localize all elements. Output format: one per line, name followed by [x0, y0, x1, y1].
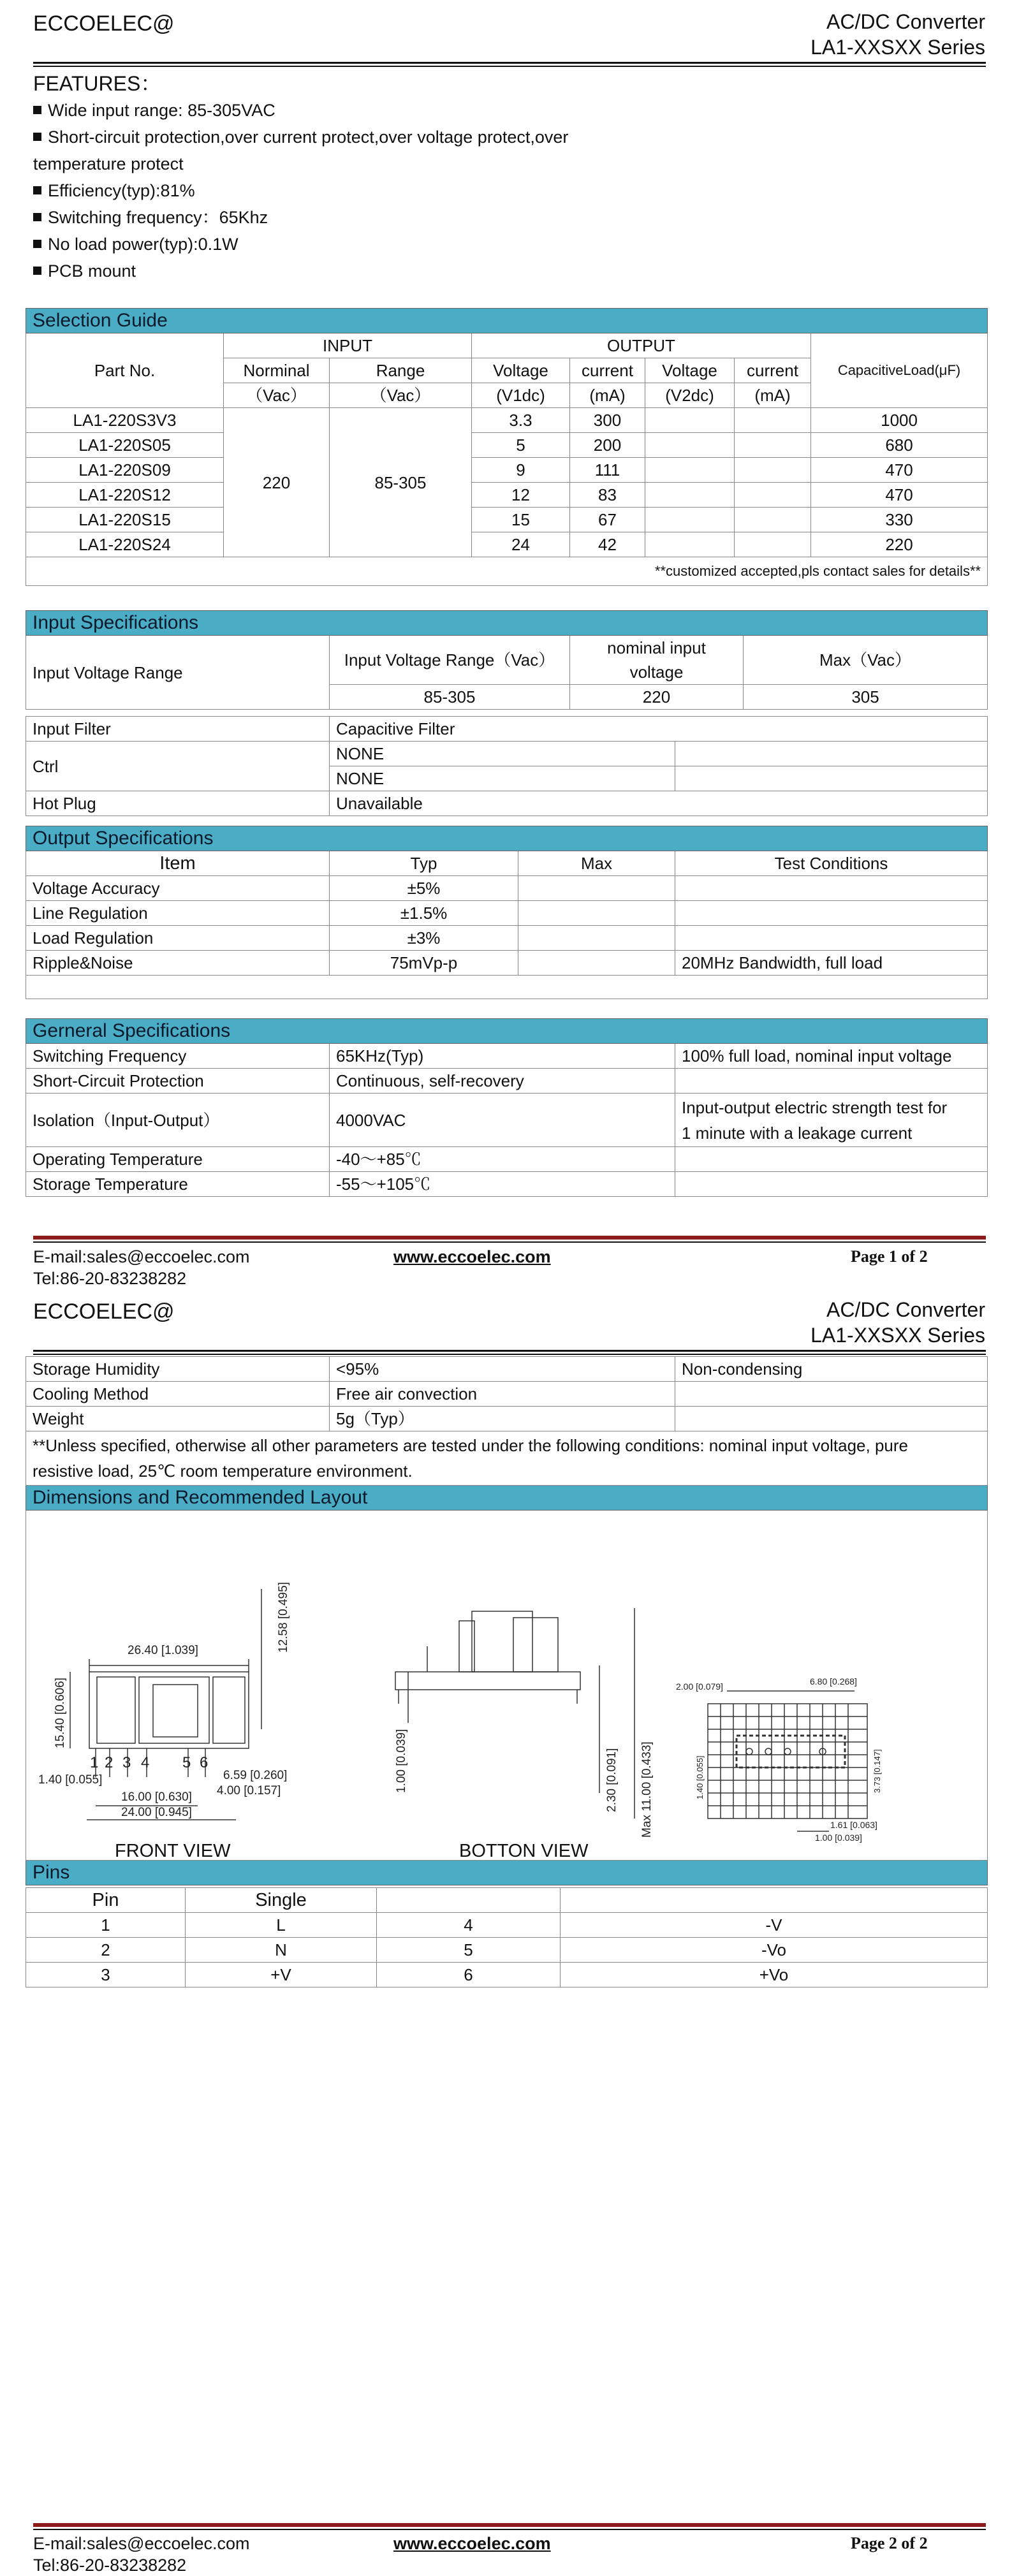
features-block: [33, 68, 671, 284]
footer-tel: Tel:86-20-83238282: [33, 1269, 187, 1288]
bullet-icon: [33, 267, 41, 275]
spec-value: [518, 901, 675, 926]
cap-load: 220: [811, 532, 988, 557]
table-row: [26, 926, 988, 951]
spec-value: 65KHz(Typ): [330, 1044, 675, 1069]
spec-value: 100% full load, nominal input voltage: [675, 1044, 988, 1069]
doc-title-block: [810, 9, 985, 60]
col-header-unit: (mA): [570, 383, 645, 408]
dim-label: 16.00 [0.630]: [121, 1790, 192, 1804]
current: 83: [570, 483, 645, 508]
table-row: [26, 508, 988, 532]
spec-value: 85-305: [330, 685, 570, 710]
header-rule: [33, 62, 986, 67]
page-number: Page 1 of 2: [851, 1247, 928, 1266]
spec-label: Load Regulation: [26, 926, 330, 951]
doc-series: LA1-XXSXX Series: [810, 36, 985, 59]
brand-name: ECCOELEC@: [33, 11, 175, 36]
dim-label: 1.00 [0.039]: [395, 1729, 408, 1793]
spec-value: [675, 876, 988, 901]
cap-load: 470: [811, 458, 988, 483]
output-spec-table: [26, 826, 988, 999]
spec-label: Short-Circuit Protection: [26, 1069, 330, 1094]
current: 111: [570, 458, 645, 483]
bullet-icon: [33, 186, 41, 194]
doc-title: AC/DC Converter: [826, 10, 985, 33]
spec-value: ±1.5%: [330, 901, 518, 926]
dim-label: 1.61 [0.063]: [830, 1820, 877, 1830]
spec-value: [518, 951, 675, 976]
spec-value: 75mVp-p: [330, 951, 518, 976]
footer-rule: [33, 2523, 986, 2530]
spec-value: 305: [744, 685, 988, 710]
footer-rule: [33, 1236, 986, 1243]
dim-label: 1.40 [0.055]: [695, 1755, 705, 1799]
col-header-unit: (V2dc): [645, 383, 735, 408]
section-header: Output Specifications: [26, 826, 988, 851]
table-row: [26, 532, 988, 557]
spec-value: -55～+105℃: [330, 1172, 675, 1197]
spec-label: Weight: [26, 1407, 330, 1431]
table-row: 2 N 5 -Vo: [26, 1938, 988, 1963]
col-header-c1: current: [570, 358, 645, 383]
footer-website-link[interactable]: www.eccoelec.com: [393, 2534, 551, 2553]
brand-name: ECCOELEC@: [33, 1299, 175, 1324]
current: 67: [570, 508, 645, 532]
spec-value: <95%: [330, 1357, 675, 1382]
footer-email: E-mail:sales@eccoelec.com: [33, 2534, 250, 2553]
col-header-unit: (V1dc): [472, 383, 570, 408]
footer-website-link[interactable]: www.eccoelec.com: [393, 1247, 551, 1266]
spec-value: ±5%: [330, 876, 518, 901]
feature-item: Efficiency(typ):81%: [33, 177, 671, 204]
footer-email: E-mail:sales@eccoelec.com: [33, 1247, 250, 1266]
spec-value: Non-condensing: [675, 1357, 988, 1382]
dim-label: 1.00 [0.039]: [815, 1833, 862, 1843]
part-number: LA1-220S09: [26, 458, 224, 483]
pin-label: 3: [122, 1754, 131, 1771]
footer-contact: [33, 2533, 250, 2576]
part-number: LA1-220S15: [26, 508, 224, 532]
table-row: [26, 901, 988, 926]
col-header-output: OUTPUT: [472, 333, 811, 358]
section-header: Input Specifications: [26, 611, 988, 636]
pin-label: 6: [200, 1754, 209, 1771]
spec-value: -40～+85℃: [330, 1147, 675, 1172]
table-row: [26, 458, 988, 483]
doc-title: AC/DC Converter: [826, 1298, 985, 1321]
dim-label: 2.30 [0.091]: [605, 1748, 619, 1812]
section-header: Pins: [26, 1861, 988, 1885]
spec-label: Ripple&Noise: [26, 951, 330, 976]
spec-label: Input Filter: [26, 717, 330, 742]
spec-value: 20MHz Bandwidth, full load: [675, 951, 988, 976]
feature-item: Wide input range: 85-305VAC: [33, 97, 671, 124]
header-rule: [33, 1350, 986, 1355]
spec-label: Voltage Accuracy: [26, 876, 330, 901]
spec-label: Hot Plug: [26, 791, 330, 816]
feature-item: PCB mount: [33, 258, 671, 284]
spec-value: Capacitive Filter: [330, 717, 988, 742]
section-header: Dimensions and Recommended Layout: [26, 1486, 988, 1511]
spec-value: 5g（Typ）: [330, 1407, 675, 1431]
spec-value: [518, 876, 675, 901]
dim-label: 3.73 [0.147]: [872, 1749, 882, 1793]
pin-label: 5: [182, 1754, 191, 1771]
col-header-range: Range: [330, 358, 472, 383]
table-row: [26, 951, 988, 976]
spec-value: Unavailable: [330, 791, 988, 816]
col-header-part: Part No.: [26, 333, 224, 408]
section-header: Gerneral Specifications: [26, 1019, 988, 1044]
range-vac: 85-305: [330, 408, 472, 557]
spec-value: [518, 926, 675, 951]
dim-label: Max 11.00 [0.433]: [640, 1741, 654, 1838]
pin-label: 4: [141, 1754, 150, 1771]
selection-guide-table: [26, 308, 988, 586]
feature-item: No load power(typ):0.1W: [33, 231, 671, 258]
cap-load: 1000: [811, 408, 988, 433]
col-header-nominal: Norminal: [224, 358, 330, 383]
spec-label: Input Voltage Range: [26, 636, 330, 710]
spec-value: 4000VAC: [330, 1094, 675, 1147]
input-spec-table-b: [26, 716, 988, 816]
pin-label: 2: [105, 1754, 114, 1771]
col-header: Max: [518, 851, 675, 876]
spec-label: Storage Temperature: [26, 1172, 330, 1197]
dim-label: 1.40 [0.055]: [38, 1773, 103, 1787]
spec-header: nominal input voltage: [570, 636, 744, 685]
voltage: 15: [472, 508, 570, 532]
input-spec-table: [26, 610, 988, 710]
table-row: 3 +V 6 +Vo: [26, 1963, 988, 1987]
doc-series: LA1-XXSXX Series: [810, 1324, 985, 1347]
spec-label: Line Regulation: [26, 901, 330, 926]
spec-value: ±3%: [330, 926, 518, 951]
bullet-icon: [33, 240, 41, 248]
dim-label: 24.00 [0.945]: [121, 1806, 192, 1819]
col-header: Test Conditions: [675, 851, 988, 876]
voltage: 9: [472, 458, 570, 483]
feature-item: Short-circuit protection,over current protect,over voltage protect,over: [33, 124, 671, 150]
front-view-caption: FRONT VIEW: [115, 1841, 231, 1861]
voltage: 24: [472, 532, 570, 557]
col-header: Typ: [330, 851, 518, 876]
col-header-cap: CapacitiveLoad(μF): [811, 333, 988, 408]
feature-item: Switching frequency：65Khz: [33, 204, 671, 231]
footer-tel: Tel:86-20-83238282: [33, 2556, 187, 2575]
table-row: 1 L 4 -V: [26, 1913, 988, 1938]
table-row: [26, 483, 988, 508]
part-number: LA1-220S3V3: [26, 408, 224, 433]
cap-load: 330: [811, 508, 988, 532]
spec-value: Input-output electric strength test for 1 minute with a leakage current: [675, 1094, 988, 1147]
part-number: LA1-220S12: [26, 483, 224, 508]
col-header-c2: current: [735, 358, 811, 383]
spec-value: NONE: [330, 742, 675, 766]
current: 42: [570, 532, 645, 557]
section-header: Selection Guide: [26, 309, 988, 333]
spec-label: Isolation（Input-Output）: [26, 1094, 330, 1147]
footer-contact: [33, 1246, 250, 1289]
col-header-unit: （Vac）: [224, 383, 330, 408]
nominal-vac: 220: [224, 408, 330, 557]
dim-label: 15.40 [0.606]: [54, 1678, 67, 1748]
selection-note: **customized accepted,pls contact sales for details**: [26, 557, 988, 586]
spec-value: [675, 926, 988, 951]
voltage: 3.3: [472, 408, 570, 433]
doc-title-block: [810, 1297, 985, 1348]
cap-load: 470: [811, 483, 988, 508]
table-row: [26, 408, 988, 433]
spec-value: 220: [570, 685, 744, 710]
spec-value: [675, 901, 988, 926]
table-row: [26, 433, 988, 458]
dim-label: 6.59 [0.260]: [223, 1769, 288, 1782]
current: 200: [570, 433, 645, 458]
bullet-icon: [33, 106, 41, 114]
spec-header: Input Voltage Range（Vac）: [330, 636, 570, 685]
spec-value: Continuous, self-recovery: [330, 1069, 675, 1094]
dim-label: 6.80 [0.268]: [810, 1676, 857, 1687]
current: 300: [570, 408, 645, 433]
spec-value: Free air convection: [330, 1382, 675, 1407]
bottom-view-caption: BOTTON VIEW: [459, 1841, 589, 1861]
col-header: Item: [26, 851, 330, 876]
part-number: LA1-220S05: [26, 433, 224, 458]
spec-label: Switching Frequency: [26, 1044, 330, 1069]
col-header: Pin: [26, 1888, 186, 1913]
pin-label: 1: [90, 1754, 99, 1771]
col-header-unit: （Vac）: [330, 383, 472, 408]
col-header-v1: Voltage: [472, 358, 570, 383]
bullet-icon: [33, 213, 41, 221]
pcb-layout-grid: [708, 1704, 867, 1819]
col-header-unit: (mA): [735, 383, 811, 408]
col-header: Single: [186, 1888, 377, 1913]
page-number: Page 2 of 2: [851, 2534, 928, 2552]
table-row: [26, 876, 988, 901]
cap-load: 680: [811, 433, 988, 458]
dim-label: 4.00 [0.157]: [217, 1784, 281, 1797]
col-header-input: INPUT: [224, 333, 472, 358]
bottom-view-body: [395, 1672, 580, 1690]
part-number: LA1-220S24: [26, 532, 224, 557]
features-title: FEATURES：: [33, 72, 161, 95]
test-conditions-note: **Unless specified, otherwise all other parameters are tested under the following conditions: nominal input voltage, pure resistive load, 25℃ room temperature environment.: [26, 1431, 988, 1486]
bullet-icon: [33, 133, 41, 141]
pins-table: [26, 1887, 988, 1987]
feature-item-wrap: temperature protect: [33, 154, 184, 173]
col-header-v2: Voltage: [645, 358, 735, 383]
spec-label: Ctrl: [26, 742, 330, 791]
voltage: 12: [472, 483, 570, 508]
spec-value: NONE: [330, 766, 675, 791]
dimensions-drawing: [26, 1512, 987, 1862]
dim-label: 26.40 [1.039]: [128, 1644, 198, 1657]
spec-header: Max（Vac）: [744, 636, 988, 685]
voltage: 5: [472, 433, 570, 458]
dim-label: 2.00 [0.079]: [676, 1681, 723, 1692]
spec-label: Cooling Method: [26, 1382, 330, 1407]
general-spec-table: [26, 1018, 988, 1197]
spec-label: Operating Temperature: [26, 1147, 330, 1172]
dim-label: 12.58 [0.495]: [277, 1582, 290, 1653]
spec-label: Storage Humidity: [26, 1357, 330, 1382]
